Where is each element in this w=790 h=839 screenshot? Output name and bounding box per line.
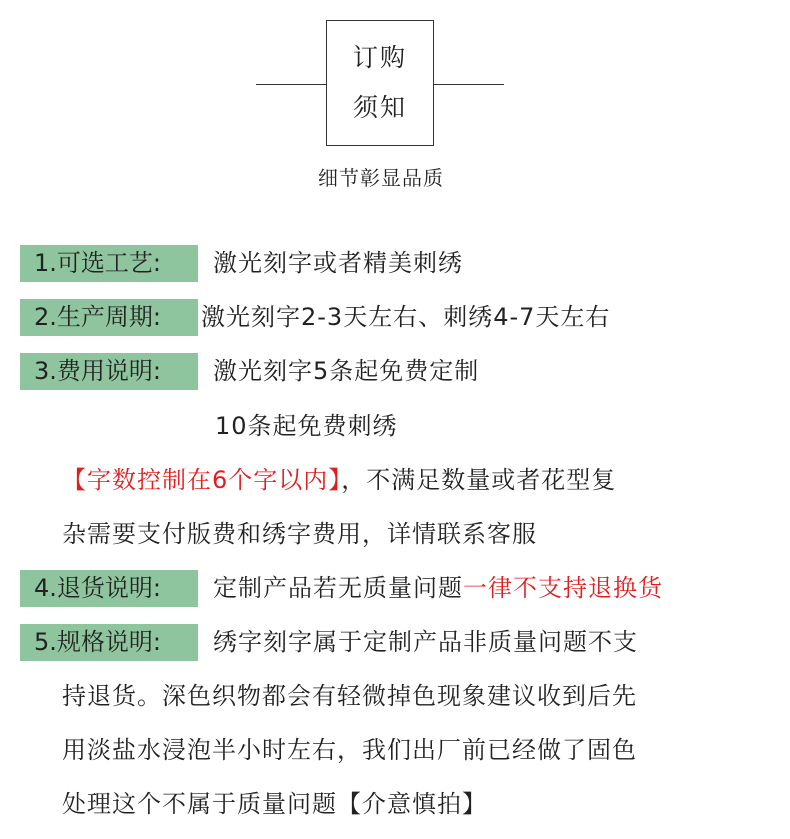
spec-line-4: 处理这个不属于质量问题【介意慎拍】 [62, 790, 487, 818]
spec-line-1: 绣字刻字属于定制产品非质量问题不支 [213, 628, 638, 656]
item-row-5 [0, 624, 790, 664]
item-label-3: 3.费用说明: [20, 353, 198, 390]
notice-red: 【字数控制在6个字以内】 [62, 466, 342, 494]
item-label-1: 1.可选工艺: [20, 245, 198, 282]
item-text-3: 激光刻字5条起免费定制 [213, 357, 480, 385]
item-text-3b: 10条起免费刺绣 [215, 412, 398, 440]
item-label-2: 2.生产周期: [20, 299, 198, 336]
returns-text: 定制产品若无质量问题 [213, 574, 463, 602]
item-row-3 [0, 353, 790, 393]
item-row-4 [0, 570, 790, 610]
notice-line-2: 杂需要支付版费和绣字费用，详情联系客服 [62, 520, 537, 548]
title-line-2: 须知 [352, 93, 407, 122]
title-box [326, 20, 434, 146]
spec-line-3: 用淡盐水浸泡半小时左右，我们出厂前已经做了固色 [62, 736, 637, 764]
returns-red: 一律不支持退换货 [463, 574, 663, 602]
item-text-2: 激光刻字2-3天左右、刺绣4-7天左右 [201, 303, 611, 331]
title-line-1: 订购 [352, 43, 407, 72]
item-label-5: 5.规格说明: [20, 624, 198, 661]
item-label-4: 4.退货说明: [20, 570, 198, 607]
item-text-4 [213, 570, 663, 607]
notice-rest: ，不满足数量或者花型复 [341, 466, 617, 494]
item-text-1: 激光刻字或者精美刺绣 [213, 249, 463, 277]
header-line-left [256, 84, 326, 85]
item-row-2 [0, 299, 790, 339]
subtitle: 细节彰显品质 [318, 166, 444, 190]
item-row-1 [0, 245, 790, 285]
header-line-right [434, 84, 504, 85]
spec-line-2: 持退货。深色织物都会有轻微掉色现象建议收到后先 [62, 682, 637, 710]
notice-line-1 [62, 462, 616, 499]
